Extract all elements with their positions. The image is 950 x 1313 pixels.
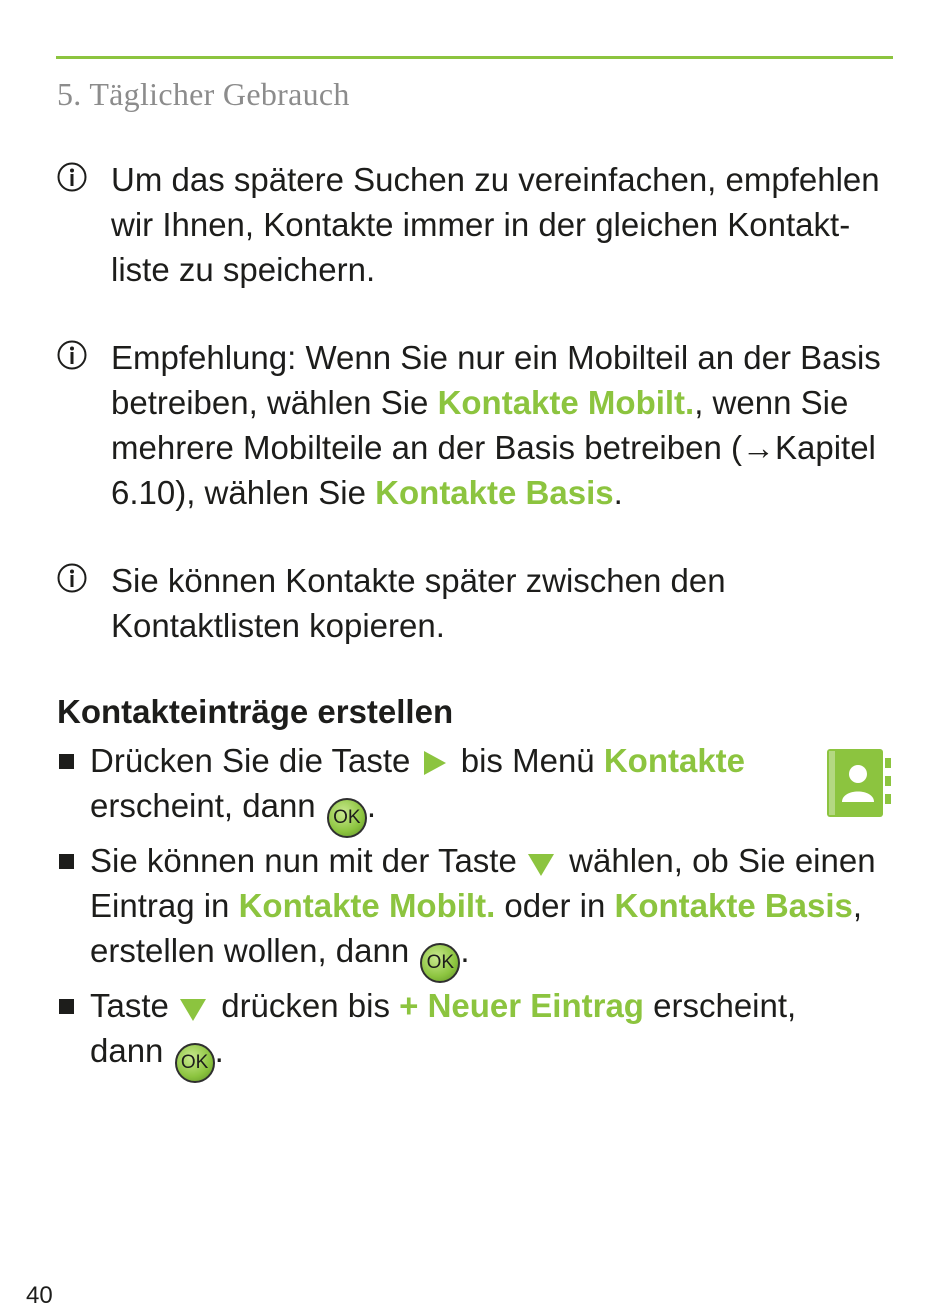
- note-text: [111, 335, 901, 515]
- step-text: erscheint, dann: [90, 987, 797, 1069]
- note-text-part: .: [613, 474, 623, 511]
- step-text: erscheint, dann: [90, 787, 325, 824]
- menu-term-kontakte-mobilt: Kontakte Mobilt.: [238, 887, 496, 924]
- note-text-body: Um das spätere Suchen zu vereinfachen, empfehlen wir Ihnen, Kontakte immer in der gleichen Kontakt-liste zu speichern.: [111, 161, 880, 288]
- note-text-body: Sie können Kontakte später zwischen den Kontaktlisten kopieren.: [111, 562, 726, 644]
- list-item: [57, 738, 877, 838]
- step-text: Drücken Sie die Taste: [90, 742, 420, 779]
- menu-term-kontakte-basis: Kontakte Basis: [614, 887, 853, 924]
- step-list: [57, 738, 877, 1083]
- step-text: , erstellen wollen, dann: [90, 887, 863, 969]
- menu-term-kontakte-basis: Kontakte Basis: [375, 474, 614, 511]
- arrow-down-key-icon: [180, 999, 206, 1021]
- note-text-part: Empfehlung: Wenn Sie nur ein Mobilteil an der Basis betreiben, wählen Sie: [111, 339, 881, 421]
- header-rule: [56, 56, 893, 59]
- bullet-square-icon: [59, 999, 74, 1014]
- arrow-right-key-icon: [424, 751, 446, 775]
- menu-term-neuer-eintrag: + Neuer Eintrag: [399, 987, 644, 1024]
- step-text: Sie können nun mit der Taste: [90, 842, 526, 879]
- section-heading: Kontakteinträge erstellen: [57, 693, 454, 730]
- note-text: [111, 157, 901, 292]
- page-number: 40: [26, 1282, 53, 1309]
- menu-term-kontakte: Kontakte: [603, 742, 746, 779]
- step-text: bis Menü: [451, 742, 604, 779]
- arrow-down-key-icon: [528, 854, 554, 876]
- menu-term-kontakte-mobilt: Kontakte Mobilt.: [437, 384, 695, 421]
- list-item: [57, 838, 877, 983]
- note-text: [111, 558, 901, 648]
- info-icon: [57, 162, 87, 192]
- list-item: [57, 983, 877, 1083]
- bullet-square-icon: [59, 754, 74, 769]
- info-icon: [57, 340, 87, 370]
- ok-key-icon: OK: [420, 943, 460, 983]
- ok-key-icon: OK: [327, 798, 367, 838]
- step-text: drücken bis: [212, 987, 400, 1024]
- section-title: 5. Täglicher Gebrauch: [57, 76, 350, 112]
- step-text: wählen, ob Sie einen Eintrag in: [90, 842, 876, 924]
- step-text: oder in: [495, 887, 615, 924]
- step-text: .: [460, 932, 470, 969]
- note-text-part: , wenn Sie mehrere Mobilteile an der Basis betreiben (→Kapitel 6.10), wählen Sie: [111, 384, 876, 511]
- ok-key-icon: OK: [175, 1043, 215, 1083]
- step-text: .: [366, 787, 376, 824]
- step-text: Taste: [90, 987, 179, 1024]
- bullet-square-icon: [59, 854, 74, 869]
- step-text: .: [214, 1032, 224, 1069]
- info-icon: [57, 563, 87, 593]
